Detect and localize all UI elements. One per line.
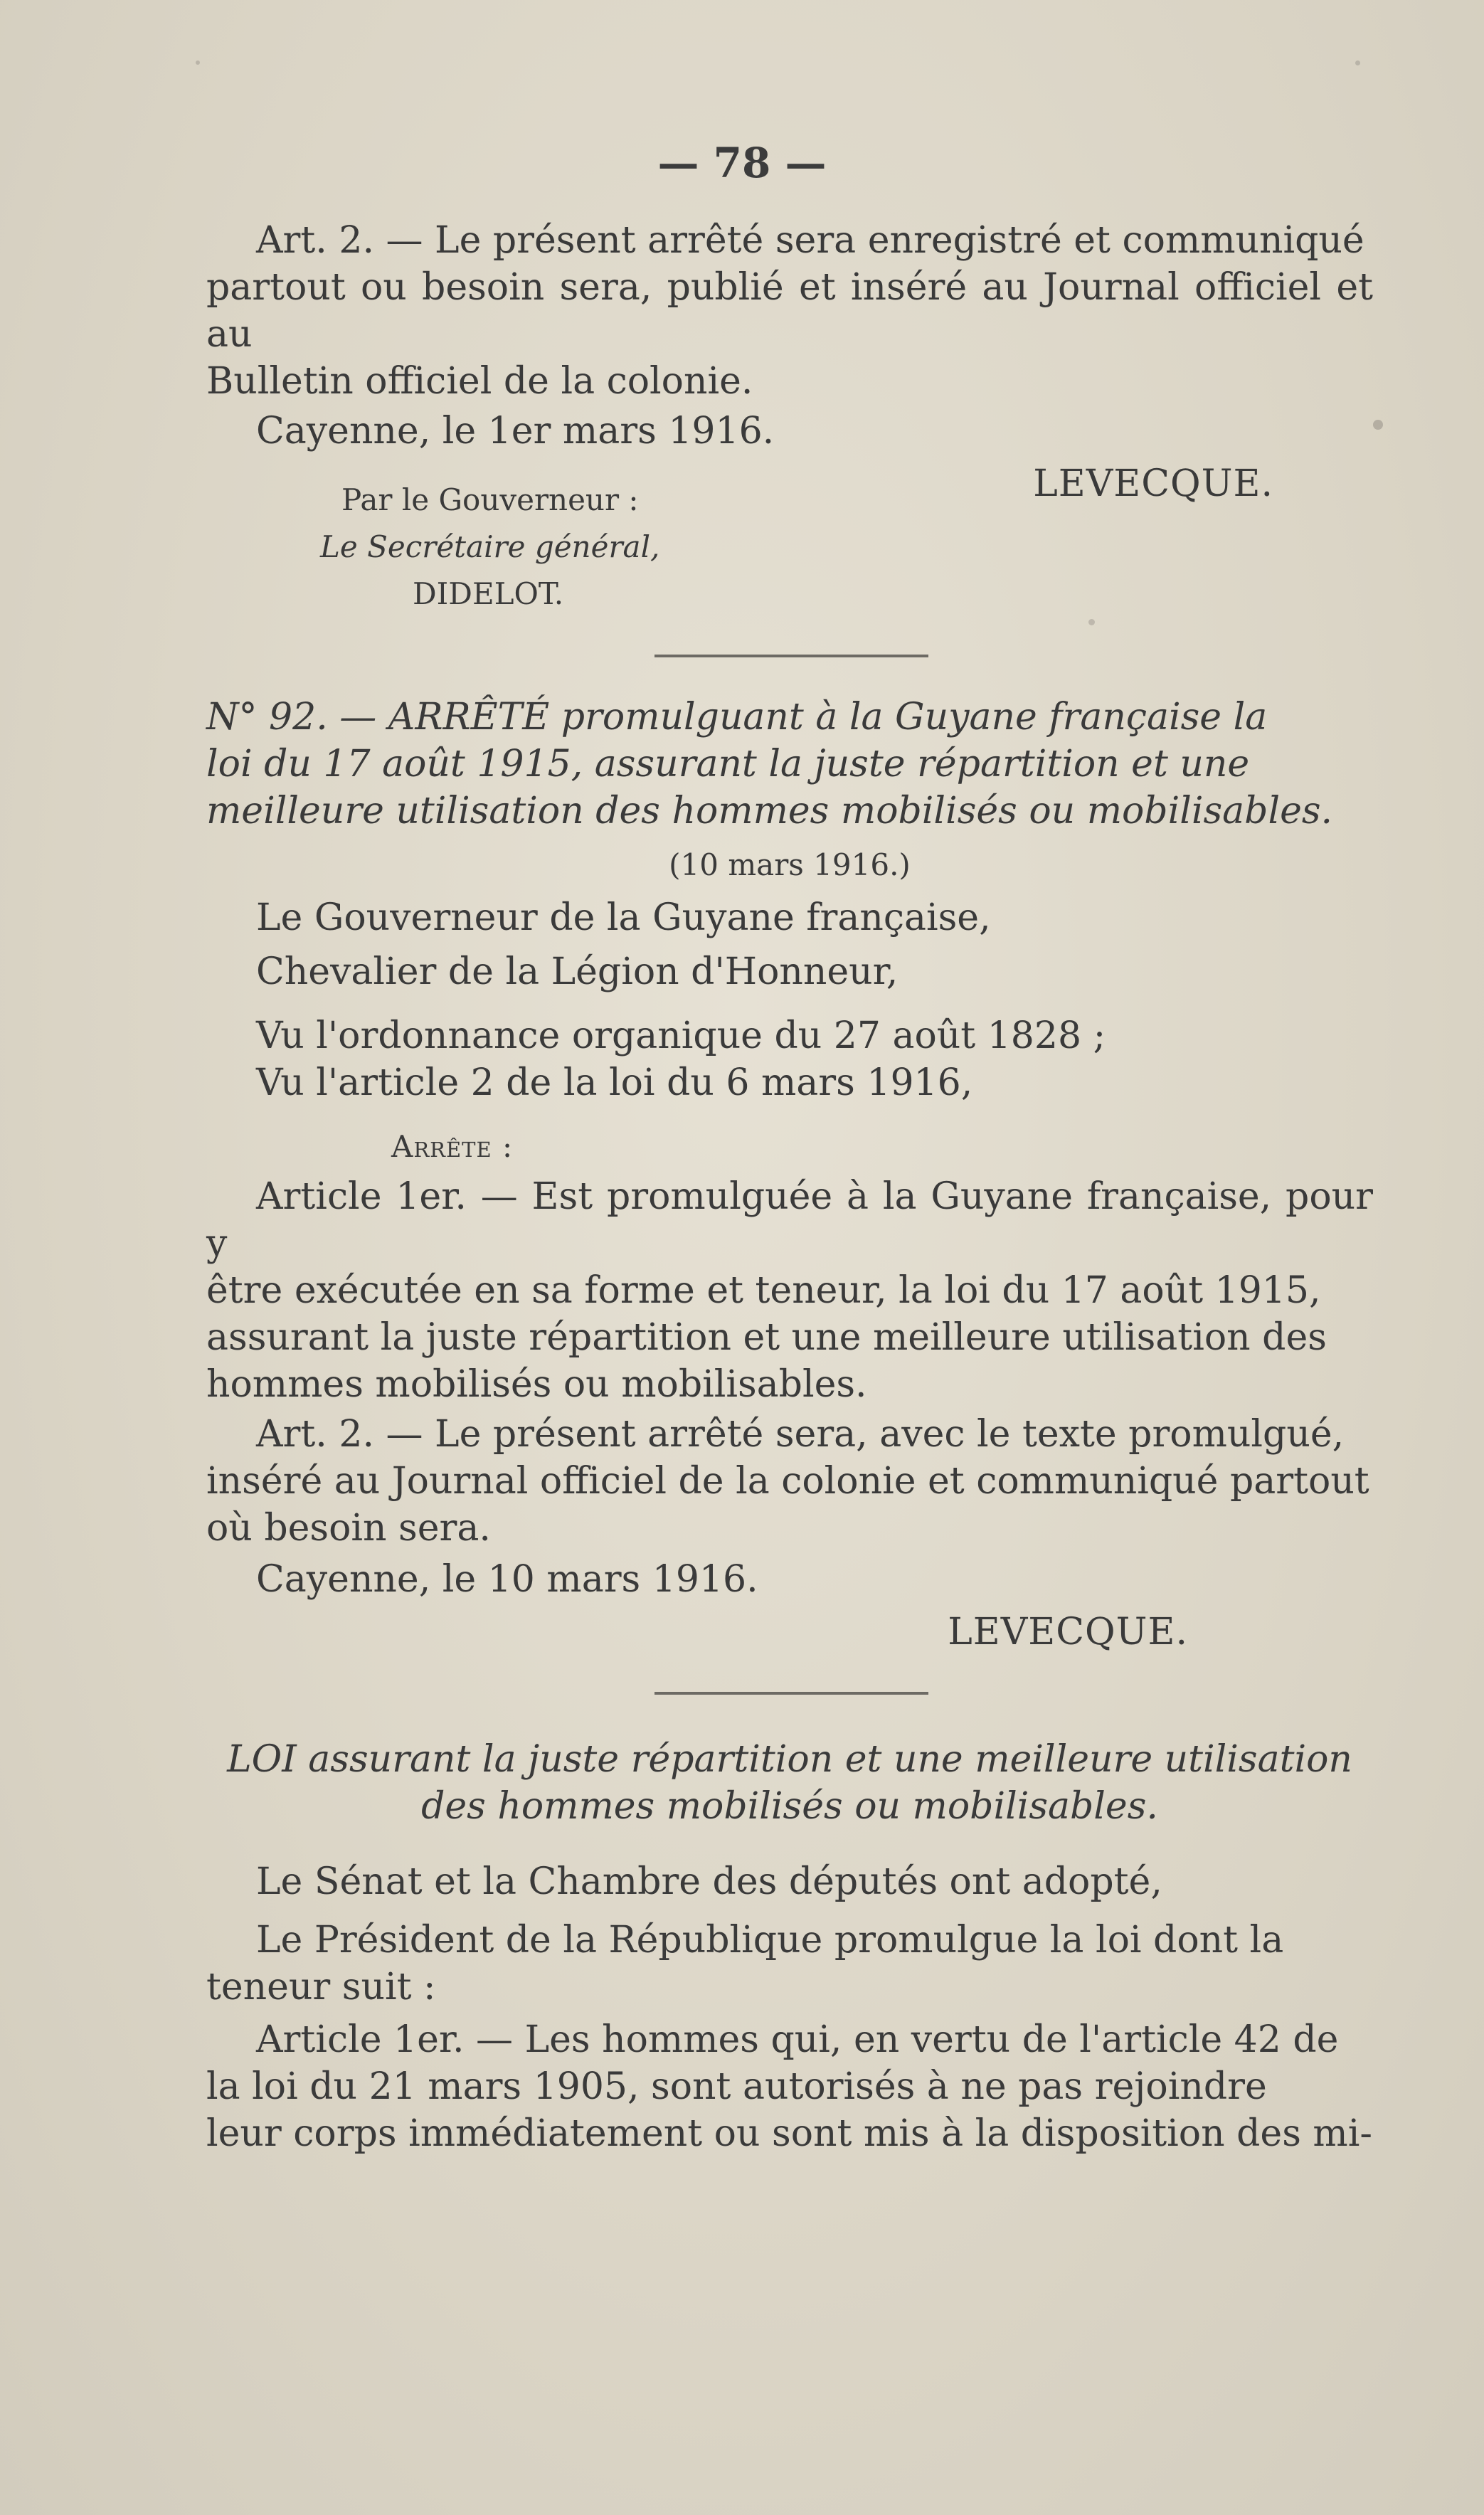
section-divider <box>654 1692 928 1695</box>
loi-text <box>206 1736 1373 2157</box>
signature: LEVECQUE. <box>1033 462 1273 505</box>
place-date: Cayenne, le 1er mars 1916. <box>256 410 775 452</box>
secretary-name: DIDELOT. <box>413 576 564 611</box>
countersignature <box>320 477 911 618</box>
loi-article1-line-1: Article 1er. — Les hommes qui, en vertu de l'article 42 de <box>256 2018 1339 2061</box>
arrete-92 <box>206 694 1373 1656</box>
arrete-92-place-date: Cayenne, le 10 mars 1916. <box>256 1558 758 1601</box>
loi-heading-1: LOI assurant la juste répartition et une meilleure utilisation <box>227 1738 1352 1781</box>
article2-line-1: Art. 2. — Le présent arrêté sera, avec le texte promulgué, <box>256 1413 1345 1456</box>
art2-line-3: Bulletin officiel de la colonie. <box>206 360 753 403</box>
scan-speck <box>1373 420 1383 430</box>
chevalier-line: Chevalier de la Légion d'Honneur, <box>256 951 899 993</box>
scan-speck <box>1355 60 1360 65</box>
arrete-92-heading-1: N° 92. — ARRÊTÉ promulguant à la Guyane française la <box>206 696 1268 738</box>
vu-ordonnance: Vu l'ordonnance organique du 27 août 1828 ; <box>256 1015 1106 1057</box>
arrete-92-signature: LEVECQUE. <box>948 1611 1188 1653</box>
scan-speck <box>1088 619 1095 625</box>
secretary-title: Le Secrétaire général, <box>320 529 660 564</box>
governor-line: Le Gouverneur de la Guyane française, <box>256 896 991 939</box>
article1-line-2: être exécutée en sa forme et teneur, la loi du 17 août 1915, <box>206 1269 1321 1312</box>
section-divider <box>654 655 928 657</box>
loi-article1-line-2: la loi du 21 mars 1905, sont autorisés à ne pas rejoindre <box>206 2065 1267 2108</box>
president-line-2: teneur suit : <box>206 1966 436 2008</box>
art2-line-1: Art. 2. — Le présent arrêté sera enregistré et communiqué <box>256 219 1364 262</box>
scan-speck <box>196 60 200 65</box>
loi-heading-2: des hommes mobilisés ou mobilisables. <box>421 1785 1158 1828</box>
vu-article: Vu l'article 2 de la loi du 6 mars 1916, <box>256 1061 973 1104</box>
president-line-1: Le Président de la République promulgue la loi dont la <box>256 1919 1284 1961</box>
arrete-92-date: (10 mars 1916.) <box>669 847 911 882</box>
arrete-label: Arrête : <box>391 1129 514 1164</box>
senat-line: Le Sénat et la Chambre des députés ont adopté, <box>256 1860 1162 1903</box>
arrete-92-heading-3: meilleure utilisation des hommes mobilisés ou mobilisables. <box>206 790 1333 832</box>
page-number: — 78 — <box>657 139 827 187</box>
section-previous-arrete <box>206 217 1373 507</box>
arrete-92-heading-2: loi du 17 août 1915, assurant la juste répartition et une <box>206 743 1250 785</box>
art2-line-2: partout ou besoin sera, publié et inséré au Journal officiel et au <box>206 266 1373 356</box>
article1-line-4: hommes mobilisés ou mobilisables. <box>206 1363 867 1406</box>
loi-article1-line-3: leur corps immédiatement ou sont mis à la disposition des mi- <box>206 2112 1372 2155</box>
article1-line-3: assurant la juste répartition et une meilleure utilisation des <box>206 1316 1327 1359</box>
by-governor: Par le Gouverneur : <box>341 482 639 517</box>
article2-line-2: inséré au Journal officiel de la colonie et communiqué partout <box>206 1460 1369 1503</box>
article2-line-3: où besoin sera. <box>206 1507 491 1550</box>
article1-line-1: Article 1er. — Est promulguée à la Guyane française, pour y <box>206 1175 1373 1265</box>
